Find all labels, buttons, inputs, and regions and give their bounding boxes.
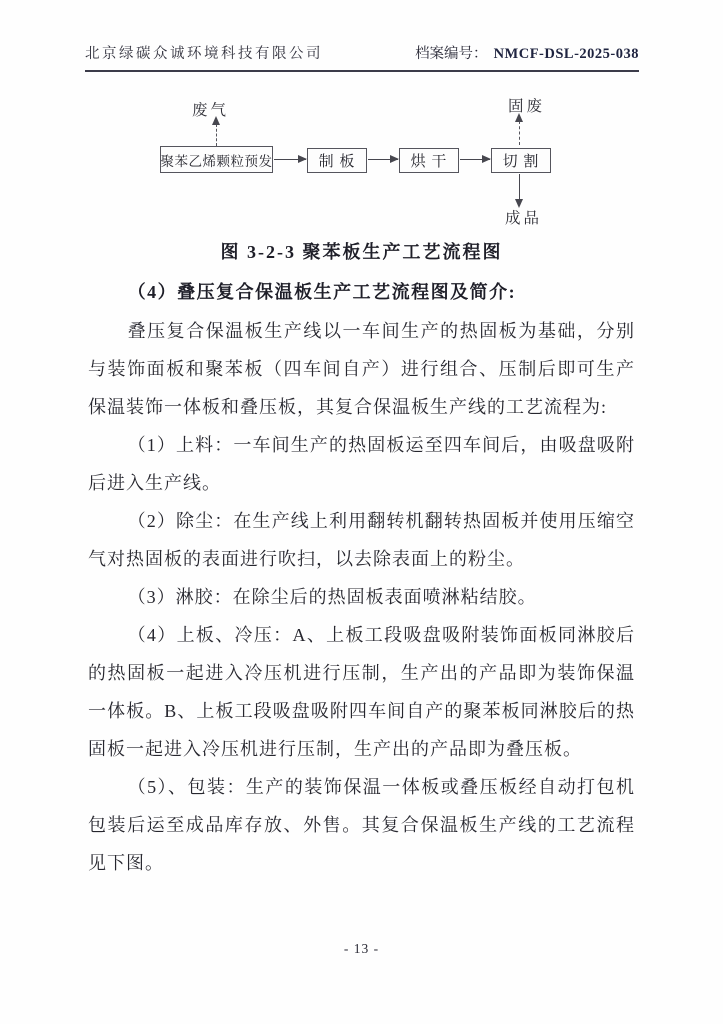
flow-box-label: 制 板 bbox=[318, 154, 356, 170]
waste-gas-label: 废气 bbox=[192, 102, 230, 119]
paragraph-step-2: （2）除尘：在生产线上利用翻转机翻转热固板并使用压缩空气对热固板的表面进行吹扫，以去除表面上的粉尘。 bbox=[88, 511, 635, 569]
paragraph-step-3: （3）淋胶：在除尘后的热固板表面喷淋粘结胶。 bbox=[127, 587, 537, 607]
archive-number: NMCF-DSL-2025-038 bbox=[493, 46, 639, 62]
product-label: 成品 bbox=[505, 210, 543, 227]
arrow-right-icon bbox=[368, 159, 398, 160]
archive-label: 档案编号： bbox=[415, 46, 488, 62]
dashed-arrow-up-icon bbox=[216, 124, 217, 146]
page-number: - 13 - bbox=[343, 941, 380, 956]
figure-caption: 图 3-2-3 聚苯板生产工艺流程图 bbox=[220, 242, 503, 262]
page-header bbox=[85, 42, 639, 72]
flow-box-cutting bbox=[491, 148, 551, 173]
arrow-right-icon bbox=[460, 159, 490, 160]
arrow-down-icon bbox=[519, 174, 520, 200]
flow-box-pre-expansion bbox=[160, 146, 273, 173]
flow-box-label: 烘 干 bbox=[410, 154, 448, 170]
company-name: 北京绿碳众诚环境科技有限公司 bbox=[85, 46, 323, 62]
solid-waste-label: 固废 bbox=[508, 98, 546, 115]
paragraph-step-5: （5）、包装：生产的装饰保温一体板或叠压板经自动打包机包装后运至成品库存放、外售。其复合保温板生产线的工艺流程见下图。 bbox=[88, 777, 635, 873]
flow-box-label: 切 割 bbox=[502, 154, 540, 170]
arrow-right-icon bbox=[274, 159, 306, 160]
flow-box-drying bbox=[399, 148, 459, 173]
flow-box-label: 聚苯乙烯颗粒预发 bbox=[160, 153, 273, 169]
section-heading: （4）叠压复合保温板生产工艺流程图及简介: bbox=[127, 282, 517, 302]
paragraph-intro: 叠压复合保温板生产线以一车间生产的热固板为基础，分别与装饰面板和聚苯板（四车间自产）进行组合、压制后即可生产保温装饰一体板和叠压板，其复合保温板生产线的工艺流程为: bbox=[88, 321, 635, 417]
flow-box-board-making bbox=[307, 148, 367, 173]
paragraph-step-1: （1）上料：一车间生产的热固板运至四车间后，由吸盘吸附后进入生产线。 bbox=[88, 435, 635, 493]
archive-number-block bbox=[415, 42, 639, 63]
body-content bbox=[88, 272, 635, 882]
paragraph-step-4: （4）上板、冷压：A、上板工段吸盘吸附装饰面板同淋胶后的热固板一起进入冷压机进行压制，生产出的产品即为装饰保温一体板。B、上板工段吸盘吸附四车间自产的聚苯板同淋胶后的热固板一起进入冷压机进行压制，生产出的产品即为叠压板。 bbox=[88, 625, 635, 759]
process-flow-diagram bbox=[88, 88, 635, 236]
dashed-arrow-up-icon bbox=[519, 121, 520, 145]
